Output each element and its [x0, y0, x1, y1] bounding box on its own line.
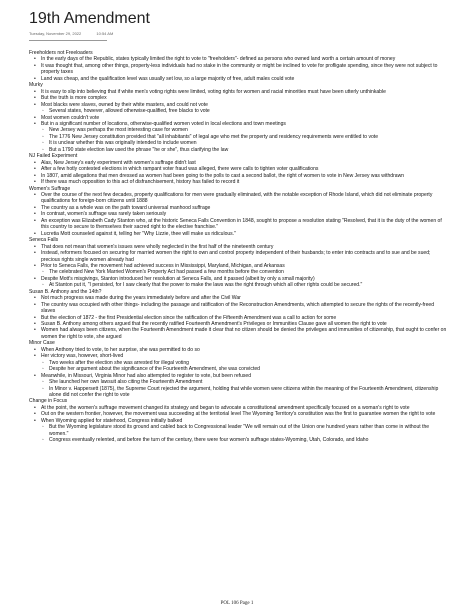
bullet-item: • An exception was Elizabeth Cady Stanton who, at the historic Seneca Falls Convention in 1848, sought to propose a resolution stating "Resolved, that it is the duty of the women of this country to secure to themselves their sacred right to the elective franchise." — [29, 218, 449, 231]
bullet-list — [29, 244, 449, 289]
bullet-list — [29, 347, 449, 399]
page-title: 19th Amendment — [29, 10, 150, 27]
bullet-item: • Alas, New Jersey's early experiment with women's suffrage didn't last — [29, 160, 449, 166]
bullet-item: • Land was cheap, and the qualification level was usually set low, so a large majority of free, adult males could vote — [29, 76, 449, 82]
bullet-item: • Women had always been citizens, when the Fourteenth Amendment made it clear that no citizen should be denied the privileges and immunities of citizenship, that ought to confer on women the right to vote, she argued — [29, 327, 449, 340]
bullet-item: • When Wyoming applied for statehood, Congress initially balked — [29, 418, 449, 424]
bullet-item: • Lucretia Mott counseled against it, telling her "Why Lizzie, thee will make us ridiculous." — [29, 231, 449, 237]
sub-bullet-item: ◦ In Minor v. Happersett (1875), the Supreme Court rejected the argument, holding that while women were citizens within the meaning of the Fourteenth Amendment, citizenship alone did not confer the right to vote — [29, 386, 449, 399]
bullet-item: • Instead, reformers focused on securing for married women the right to own and control property independent of their husbands; to enter into contracts and to sue and be sued; precious rights single women already had — [29, 250, 449, 263]
bullet-item: • But the truth is more complex — [29, 95, 449, 101]
note-section — [29, 340, 449, 398]
bullet-item: • Most women couldn't vote — [29, 115, 449, 121]
sub-bullet-item: ◦ It is unclear whether this was originally intended to include women — [29, 140, 449, 146]
bullet-item: • Over the course of the next few decades, property qualifications for men were gradually eliminated, with the notable exception of Rhode Island, which did not eliminate property qualifications for foreign-born citizens until 1888 — [29, 192, 449, 205]
section-heading: Women's Suffrage — [29, 185, 71, 192]
bullet-item: • Not much progress was made during the years immediately before and after the Civil War — [29, 295, 449, 301]
bullet-item: • The country was occupied with other things- including the passage and ratification of the Reconstruction Amendments, which attempted to secure the rights of the recently-freed slaves — [29, 302, 449, 315]
section-heading: Murky — [29, 82, 43, 89]
bullet-item: • Out on the western frontier, however, the movement was succeeding at the territorial level The Wyoming Territory's constitution was the first to guarantee women the right to vote — [29, 411, 449, 417]
bullet-list — [29, 56, 449, 82]
note-section — [29, 186, 449, 238]
sub-bullet-item: ◦ At Stanton put it, "I persisted, for I saw clearly that the power to make the laws was the right through which all other rights could be secured." — [29, 282, 449, 288]
sub-bullet-item: ◦ But the Wyoming legislature stood its ground and cabled back to Congressional leader "We will remain out of the Union one hundred years rather than come in without the women." — [29, 424, 449, 437]
section-heading: Change in Focus — [29, 398, 68, 405]
note-time: 10:54 AM — [96, 31, 114, 36]
bullet-list — [29, 192, 449, 237]
section-heading: NJ Failed Experiment — [29, 153, 78, 160]
note-section — [29, 398, 449, 443]
bullet-item: • In 1807, amid allegations that men dressed as women had been going to the polls to cast a second ballot, the right of women to vote in New Jersey was withdrawn — [29, 173, 449, 179]
note-section — [29, 50, 449, 82]
note-section — [29, 237, 449, 289]
bullet-item: • In the early days of the Republic, states typically limited the right to vote to "freeholders"- defined as persons who owned land worth a certain amount of money — [29, 56, 449, 62]
bullet-item: • Most blacks were slaves, owned by their white masters, and could not vote — [29, 102, 449, 108]
note-section — [29, 82, 449, 153]
bullet-item: • When Anthony tried to vote, to her surprise, she was permitted to do so — [29, 347, 449, 353]
section-heading: Freeholders not Freeloaders — [29, 50, 93, 56]
note-section — [29, 153, 449, 185]
sub-bullet-item: ◦ New Jersey was perhaps the most interesting case for women — [29, 127, 449, 133]
section-heading: Seneca Falls — [29, 237, 59, 244]
bullet-item: • But in a significant number of locations, otherwise-qualified women voted in local elections and town meetings — [29, 121, 449, 127]
note-date: Tuesday, November 29, 2022 — [29, 31, 82, 36]
note-metadata — [29, 31, 127, 36]
sub-bullet-item: ◦ Several states, however, allowed otherwise-qualified, free blacks to vote — [29, 108, 449, 114]
sub-bullet-item: ◦ But a 1790 state election law used the phrase "he or she", thus clarifying the law — [29, 147, 449, 153]
bullet-item: • At the point, the women's suffrage movement changed its strategy and began to advocate a constitutional amendment specifically focused on a woman's right to vote — [29, 405, 449, 411]
bullet-item: • It is easy to slip into believing that if white men's voting rights were limited, voting rights for women and racial minorities must have been utterly unthinkable — [29, 89, 449, 95]
note-body — [29, 50, 449, 444]
bullet-list — [29, 405, 449, 444]
bullet-item: • Despite Mott's misgivings, Stanton introduced her resolution at Seneca Falls, and it passed (albeit by only a small majority) — [29, 276, 449, 282]
bullet-item: • It was thought that, among other things, property-less individuals had no stake in the community or might be inclined to vote for profligate spending, since they were not subject to property taxes — [29, 63, 449, 76]
sub-bullet-item: ◦ She launched her own lawsuit also citing the Fourteenth Amendment — [29, 379, 449, 385]
sub-bullet-item: ◦ Congress eventually relented, and before the turn of the century, there were four women's suffrage states-Wyoming, Utah, Colorado, and Idaho — [29, 437, 449, 443]
sub-bullet-item: ◦ Despite her argument about the significance of the Fourteenth Amendment, she was convicted — [29, 366, 449, 372]
sub-bullet-item: ◦ The 1776 New Jersey constitution provided that "all inhabitants" of legal age who met the property and residency requirements were entitled to vote — [29, 134, 449, 140]
bullet-item: • Susan B. Anthony among others argued that the recently ratified Fourteenth Amendment's Privileges or Immunities Clause gave all women the right to vote — [29, 321, 449, 327]
bullet-item: • Her victory was, however, short-lived — [29, 353, 449, 359]
title-underline — [29, 40, 107, 41]
page-footer: POL 106 Page 1 — [220, 601, 254, 606]
bullet-item: • In contrast, women's suffrage was rarely taken seriously — [29, 211, 449, 217]
bullet-item: • But the election of 1872 - the first Presidential election since the ratification of the Fifteenth Amendment was a call to action for some — [29, 315, 449, 321]
sub-bullet-item: ◦ Two weeks after the election she was arrested for illegal voting — [29, 360, 449, 366]
section-heading: Minor Case — [29, 340, 55, 347]
bullet-item: • Meanwhile, in Missouri, Virginia Minor had also attempted to register to vote, but been refused — [29, 373, 449, 379]
bullet-list — [29, 295, 449, 340]
bullet-item: • After a few hotly contested elections in which rampant voter fraud was alleged, there were calls to tighten voter qualifications — [29, 166, 449, 172]
bullet-item: • That does not mean that women's issues were wholly neglected in the first half of the nineteenth century — [29, 244, 449, 250]
section-heading: Susan B. Anthony and the 14th? — [29, 288, 102, 295]
bullet-item: • Prior to Seneca Falls, the movement had achieved success in Mississippi, Maryland, Michigan, and Arkansas — [29, 263, 449, 269]
bullet-item: • If there was much opposition to this act of disfranchisement, history has failed to record it — [29, 179, 449, 185]
note-section — [29, 289, 449, 341]
sub-bullet-item: ◦ The celebrated New York Married Women's Property Act had passed a few months before the convention — [29, 269, 449, 275]
bullet-list — [29, 160, 449, 186]
bullet-list — [29, 89, 449, 154]
bullet-item: • The country as a whole was on the path toward universal manhood suffrage — [29, 205, 449, 211]
